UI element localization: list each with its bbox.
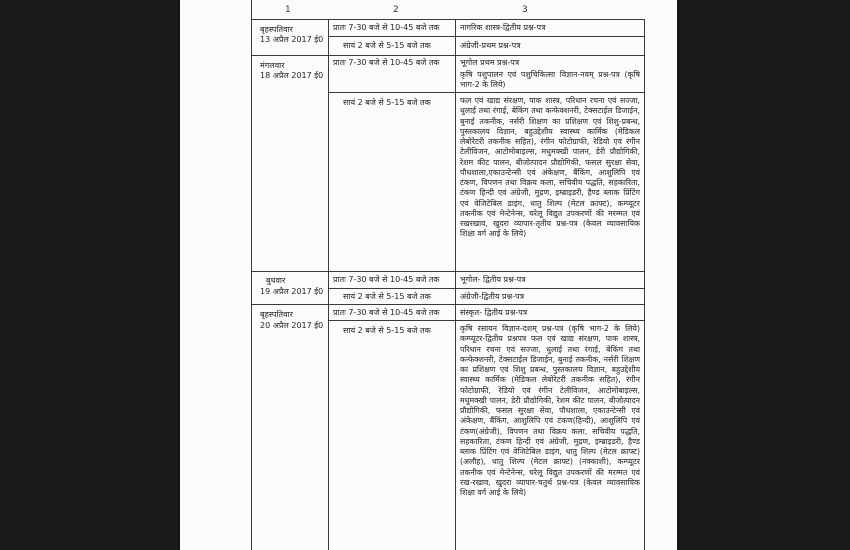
row3-evening-subject: अंग्रेजी-द्वितीय प्रश्न-पत्र bbox=[460, 292, 525, 301]
table-right-border bbox=[644, 20, 645, 550]
row2-day: मंगलवार bbox=[260, 61, 285, 70]
row1-morning-subject: नागरिक शास्त्र-द्वितीय प्रश्न-पत्र bbox=[460, 23, 546, 32]
row3-evening-time: सायं 2 बजे से 5-15 बजे तक bbox=[343, 292, 431, 301]
row2-evening-time: सायं 2 बजे से 5-15 बजे तक bbox=[343, 98, 431, 107]
row3-day: बुधवार bbox=[266, 276, 286, 285]
row4-evening-time: सायं 2 बजे से 5-15 बजे तक bbox=[343, 326, 431, 335]
row3-morning-subject: भूगोल- द्वितीय प्रश्न-पत्र bbox=[460, 275, 526, 284]
column-number-3: 3 bbox=[522, 5, 528, 15]
row2-morning-time: प्रातः 7-30 बजे से 10-45 बजे तक bbox=[333, 58, 440, 67]
header-rule bbox=[251, 19, 645, 20]
row2-morning-subject-2: कृषि पशुपालन एवं पशुचिकित्सा विज्ञान-नवम् प्रश्न-पत्र (कृषि भाग-2 के लिये) bbox=[460, 70, 640, 90]
row2-evening-subject: फल एवं खाद्य संरक्षण, पाक शास्त्र, परिधान रचना एवं सज्जा, धुलाई तथा रंगाई, बेकिंग तथा कन्फेक्शनरी, टेक्सटाईल डिजाईन, बुनाई तकनीक, नर्सरी शिक्षण का प्रशिक्षण एवं शिशु-प्रबन्ध, पुस्तकालय विज्ञान, बहुउद्देशीय स्वास्थ्य कार्मिक (मेडिकल लेबोरेटरी तकनीक सहित), रंगीन फोटोग्राफी, रेडियो एवं रंगीन टेलीविजन, आटोमोबाइल्स, मधुमक्खी पालन, डेरी प्रौद्योगिकी, रेशम कीट पालन, बीजोत्पादन प्रौद्योगिकी, फसल सुरक्षा सेवा, पौधशाला,एकाउन्टेन्सी एवं अंकेक्षण, बैंकिंग, आशुलिपि एवं टंकण, विपणन तथा विक्रय कला, सचिवीय पद्धति, सहकारिता, टंकण हिन्दी एवं अंग्रेजी, मुद्रण, इम्ब्राइडरी, हैण्ड ब्लाक प्रिंटिंग एवं वेजिटेबिल डाइंग, धातु शिल्प (मेटल क्राफ्ट), कम्प्यूटर तकनीक एवं मेन्टेनेन्स, घरेलू विद्युत उपकरणों की मरम्मत एवं रखरखाव, खुदरा व्यापार-तृतीय प्रश्न-पत्र (केवल व्यावसायिक शिक्षा वर्ग आई के लिये) bbox=[460, 96, 640, 239]
row2-bottom-rule bbox=[251, 271, 645, 272]
row4-morning-time: प्रातः 7-30 बजे से 10-45 बजे तक bbox=[333, 308, 440, 317]
row1-evening-time: सायं 2 बजे से 5-15 बजे तक bbox=[343, 41, 431, 50]
row3-bottom-rule bbox=[251, 304, 645, 305]
row4-date: 20 अप्रैल 2017 ई0 bbox=[260, 321, 324, 330]
row2-split-rule bbox=[328, 92, 644, 93]
row2-date: 18 अप्रैल 2017 ई0 bbox=[260, 71, 324, 80]
table-left-border bbox=[251, 0, 252, 550]
row4-evening-subject: कृषि रसायन विज्ञान-दशम् प्रश्न-पत्र (कृषि भाग-2 के लिये) कम्प्यूटर-द्वितीय प्रश्नपत्र फल एवं खाद्य संरक्षण, पाक शास्त्र, परिधान रचना एवं सज्जा, धुलाई तथा रंगाई, बेकिंग तथा कन्फेक्शनरी, टेक्सटाईल डिजाईन, बुनाई तकनीक, नर्सरी शिक्षण का प्रशिक्षण एवं शिशु प्रबन्ध, पुस्तकालय विज्ञान, बहुउद्देशीय स्वास्थ्य कार्मिक (मेडिकल लेबोरेटरी तकनीक सहित), रंगीन फोटोग्राफी, रेडियो एवं रंगीन टेलीविजन, आटोमोबाइल्स, मधुमक्खी पालन, डेरी प्रौद्योगिकी, रेशम कीट पालन, बीजोत्पादन प्रौद्योगिकी, फसल सुरक्षा सेवा, पौधशाला, एकाउन्टेन्सी एवं अंकेक्षण, बैंकिंग, आशुलिपि एवं टंकण(हिन्दी), आशुलिपि एवं टंकण(अंग्रेजी), विपणन तथा विक्रय कला, सचिवीय पद्धति, सहकारिता, टंकण हिन्दी एवं अंग्रेजी, मुद्रण, इम्ब्राइडरी, हैण्ड ब्लाक प्रिंटिंग एवं वेजिटेबिल डाइंग, धातु शिल्प (मेटल क्राफ्ट) (अलौह), धातु शिल्प (मेटल क्राफ्ट) (नक्काशी), कम्प्यूटर तकनीक एवं मेन्टेनेन्स, घरेलू विद्युत उपकरणों की मरम्मत एवं रख-रखाव, खुदरा व्यापार-चतुर्थ प्रश्न-पत्र (केवल व्यावसायिक शिक्षा वर्ग आई के लिये) bbox=[460, 324, 640, 497]
row3-morning-time: प्रातः 7-30 बजे से 10-45 बजे तक bbox=[333, 275, 440, 284]
column-number-1: 1 bbox=[285, 5, 291, 15]
row4-day: बृहस्पतिवार bbox=[260, 310, 293, 319]
row1-date: 13 अप्रैल 2017 ई0 bbox=[260, 35, 324, 44]
row4-morning-subject: संस्कृत- द्वितीय प्रश्न-पत्र bbox=[460, 308, 528, 317]
row1-bottom-rule bbox=[251, 55, 645, 56]
row1-morning-time: प्रातः 7-30 बजे से 10-45 बजे तक bbox=[333, 23, 440, 32]
row3-split-rule bbox=[328, 288, 644, 289]
row1-day: बृहस्पतिवार bbox=[260, 25, 293, 34]
row3-date: 19 अप्रैल 2017 ई0 bbox=[260, 287, 324, 296]
column-divider-2 bbox=[455, 20, 456, 550]
column-number-2: 2 bbox=[393, 5, 399, 15]
row4-split-rule bbox=[328, 320, 644, 321]
document-page bbox=[180, 0, 677, 550]
column-divider-1 bbox=[328, 20, 329, 550]
row2-morning-subject: भूगोल प्रथम प्रश्न-पत्र bbox=[460, 58, 520, 67]
row1-evening-subject: अंग्रेजी-प्रथम प्रश्न-पत्र bbox=[460, 41, 521, 50]
row1-split-rule bbox=[328, 36, 644, 37]
